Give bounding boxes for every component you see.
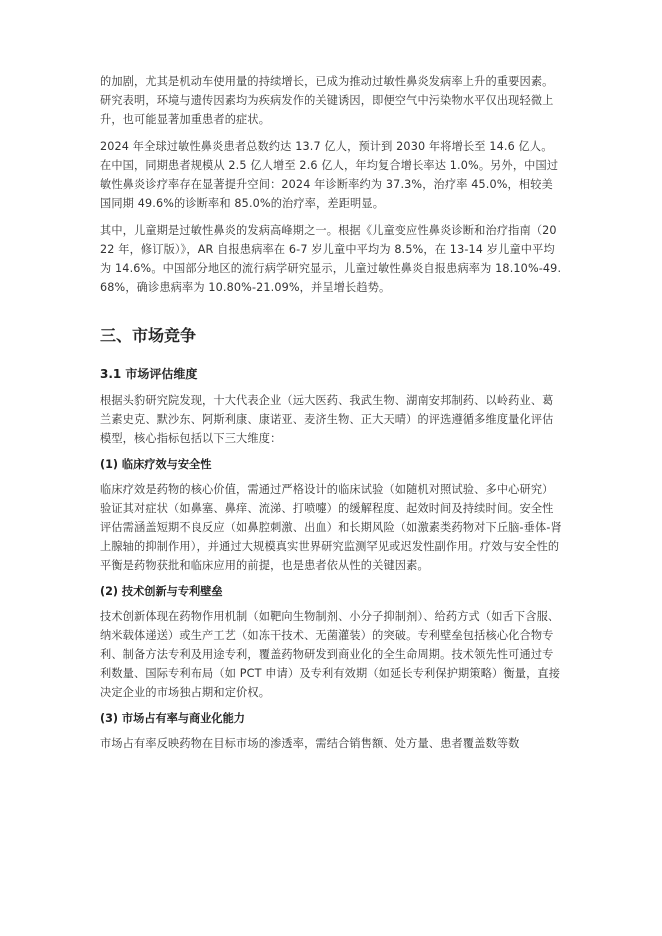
subsection-title-evaluation-dimensions: 3.1 市场评估维度 [100, 367, 198, 381]
paragraph-market-share: 市场占有率反映药物在目标市场的渗透率，需结合销售额、处方量、患者覆盖数等数 [100, 737, 520, 750]
section-title-market-competition: 三、市场竞争 [100, 326, 197, 345]
paragraph-patient-stats: 2024 年全球过敏性鼻炎患者总数约达 13.7 亿人，预计到 2030 年将增长至 14.6 亿人。在中国，同期患者规模从 2.5 亿人增至 2.6 亿人，年均复合增长率达 1.0%。另外，中国过敏性鼻炎诊疗率存在显著提升空间：2024 年诊断率约为 37.3%，治疗率 45.0%，相较美国同期 49.6%的诊断率和 85.0%的治疗率，差距明显。 [100, 140, 559, 210]
paragraph-pollution: 的加剧，尤其是机动车使用量的持续增长，已成为推动过敏性鼻炎发病率上升的重要因素。研究表明，环境与遗传因素均为疾病发作的关键诱因，即便空气中污染物水平仅出现轻微上升，也可能显著加重患者的症状。 [100, 75, 554, 126]
dimension-title-clinical: (1) 临床疗效与安全性 [100, 458, 212, 471]
dimension-title-innovation: (2) 技术创新与专利壁垒 [100, 585, 223, 598]
paragraph-innovation: 技术创新体现在药物作用机制（如靶向生物制剂、小分子抑制剂）、给药方式（如舌下含服、纳米载体递送）或生产工艺（如冻干技术、无菌灌装）的突破。专利壁垒包括核心化合物专利、制备方法专利及用途专利，覆盖药物研发到商业化的全生命周期。技术领先性可通过专利数量、国际专利布局（如 PCT 申请）及专利有效期（如延长专利保护期策略）衡量，直接决定企业的市场独占期和定价权。 [100, 610, 561, 699]
paragraph-clinical: 临床疗效是药物的核心价值，需通过严格设计的临床试验（如随机对照试验、多中心研究）验证其对症状（如鼻塞、鼻痒、流涕、打喷嚏）的缓解程度、起效时间及持续时间。安全性评估需涵盖短期不良反应（如鼻腔刺激、出血）和长期风险（如激素类药物对下丘脑-垂体-肾上腺轴的抑制作用），并通过大规模真实世界研究监测罕见或迟发性副作用。疗效与安全性的平衡是药物获批和临床应用的前提，也是患者依从性的关键因素。 [100, 483, 562, 572]
paragraph-children-prevalence: 其中，儿童期是过敏性鼻炎的发病高峰期之一。根据《儿童变应性鼻炎诊断和治疗指南（2022 年，修订版）》，AR 自报患病率在 6-7 岁儿童中平均为 8.5%，在 13-14 岁儿童中平均为 14.6%。中国部分地区的流行病学研究显示，儿童过敏性鼻炎自报患病率为 18.10%-49.68%，确诊患病率为 10.80%-21.09%，并呈增长趋势。 [100, 224, 562, 294]
document-page [100, 72, 562, 753]
dimension-title-market-share: (3) 市场占有率与商业化能力 [100, 712, 245, 725]
paragraph-evaluation-intro: 根据头豹研究院发现，十大代表企业（远大医药、我武生物、湖南安邦制药、以岭药业、葛兰素史克、默沙东、阿斯利康、康诺亚、麦济生物、正大天晴）的评选遵循多维度量化评估模型，核心指标包括以下三大维度： [100, 394, 554, 445]
